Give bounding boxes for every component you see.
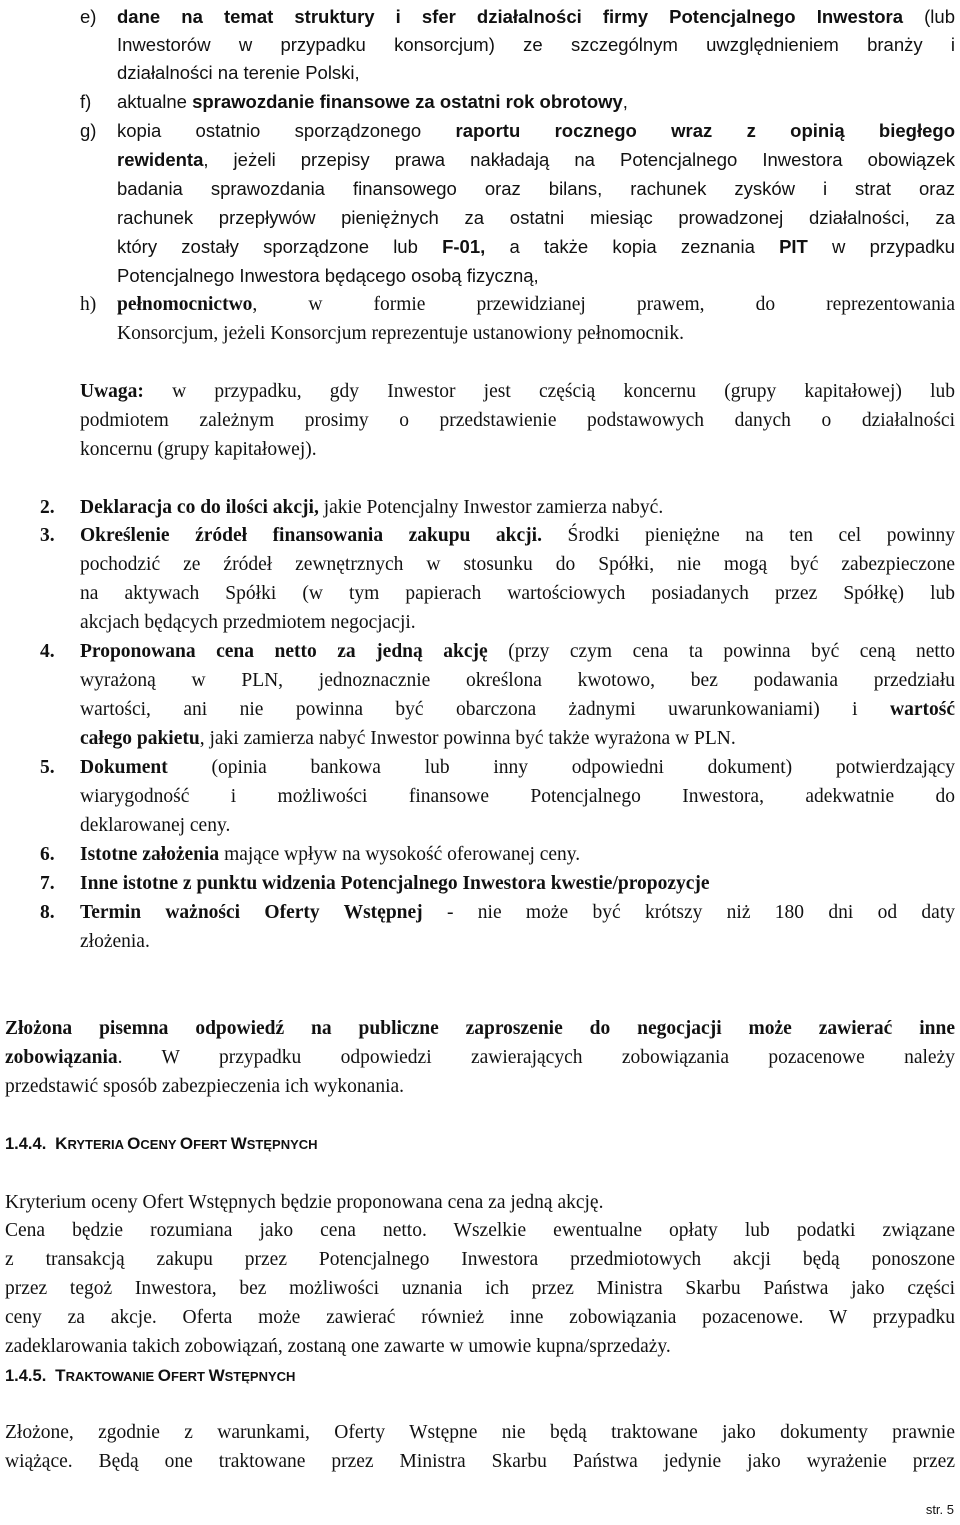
item-6-bold: Istotne założenia: [80, 844, 220, 865]
form-f01-label: F-01,: [442, 236, 486, 257]
section-heading-144: [5, 1129, 318, 1159]
list-item-g-bold: raportu rocznego wraz z opinią biegłego: [455, 120, 955, 141]
item-3-line-4: akcjach będących przedmiotem negocjacji.: [80, 612, 416, 633]
list-item-f-tail: ,: [622, 91, 628, 112]
item-7-bold: Inne istotne z punktu widzenia Potencjalnego Inwestora kwestie/propozycje: [80, 873, 710, 894]
uwaga-text: w przypadku, gdy Inwestor jest częścią koncernu (grupy kapitałowej) lub: [143, 381, 955, 402]
item-number-5: 5.: [40, 757, 55, 778]
zlozona-bold: Złożona pisemna odpowiedź na publiczne zaproszenie do negocjacji może zawierać inne: [5, 1018, 955, 1039]
list-marker-f: f): [80, 91, 92, 112]
item-4-bold-4: całego pakietu: [80, 728, 200, 749]
list-marker-h: h): [80, 294, 97, 315]
item-6: [80, 840, 580, 869]
list-item-g-line-4: rachunek przepływów pieniężnych za ostatni miesiąc prowadzonej działalności, za: [117, 207, 955, 228]
item-5-line-1: [80, 753, 955, 782]
uwaga-line-3: koncernu (grupy kapitałowej).: [80, 439, 317, 460]
section-145-para-line-2: wiążące. Będą one traktowane przez Ministra Skarbu Państwa jedynie jako wyrażenie przez: [5, 1451, 955, 1472]
item-3-line-2: pochodzić ze źródeł zewnętrznych w stosunku do Spółki, nie mogą być zabezpieczone: [80, 554, 955, 575]
list-marker-e: e): [80, 6, 97, 27]
item-number-6: 6.: [40, 844, 55, 865]
section-title-144: KRYTERIA OCENY OFERT WSTĘPNYCH: [55, 1134, 318, 1153]
pit-label: PIT: [779, 236, 808, 257]
section-title-145: TRAKTOWANIE OFERT WSTĘPNYCH: [55, 1366, 296, 1385]
item-8-line-1: [80, 898, 955, 927]
zlozona-bold-2: zobowiązania: [5, 1047, 118, 1068]
list-marker-g: g): [80, 120, 97, 141]
item-5-line-3: deklarowanej ceny.: [80, 815, 231, 836]
zlozona-text-2: . W przypadku odpowiedzi zawierających zobowiązania pozacenowe należy: [117, 1047, 955, 1068]
zlozona-line-2: [5, 1043, 955, 1072]
section-heading-145: [5, 1361, 295, 1391]
item-4-bold-3: wartość: [890, 699, 955, 720]
item-4-line-2: wyrażoną w PLN, jednoznacznie określona kwotowo, bez podawania przedziału: [80, 670, 955, 691]
list-item-g-line-1: [117, 116, 955, 145]
list-item-e-line-2: Inwestorów w przypadku konsorcjum) ze szczególnym uwzględnieniem branży i: [117, 34, 955, 55]
uwaga-line-2: podmiotem zależnym prosimy o przedstawienie podstawowych danych o działalności: [80, 410, 955, 431]
item-6-text: mające wpływ na wysokość oferowanej ceny.: [219, 844, 581, 865]
list-item-e-text: (lub: [903, 6, 955, 27]
item-2: [80, 493, 663, 522]
list-item-g-line-2: [117, 145, 955, 174]
item-8-line-2: złożenia.: [80, 931, 150, 952]
uwaga-label: Uwaga:: [80, 381, 144, 402]
item-2-bold: Deklaracja co do ilości akcji,: [80, 497, 319, 518]
section-number-144: 1.4.4.: [5, 1135, 47, 1153]
item-4-text-4: , jaki zamierza nabyć Inwestor powinna być także wyrażona w PLN.: [199, 728, 736, 749]
item-number-3: 3.: [40, 525, 55, 546]
item-4-text-3: wartości, ani nie powinna być obarczona żadnymi uwarunkowaniami) i: [80, 699, 891, 720]
item-3-text: Środki pieniężne na ten cel powinny: [541, 525, 955, 546]
list-item-f-bold: sprawozdanie finansowe za ostatni rok obrotowy: [192, 91, 623, 112]
item-4-bold: Proponowana cena netto za jedną akcję: [80, 641, 488, 662]
item-5-bold: Dokument: [80, 757, 168, 778]
item-3-line-3: na aktywach Spółki (w tym papierach wartościowych posiadanych przez Spółkę) lub: [80, 583, 955, 604]
list-item-h-text: , w formie przewidzianej prawem, do reprezentowania: [252, 294, 955, 315]
section-144-para-2-line-2: z transakcją zakupu przez Potencjalnego Inwestora przedmiotowych akcji będą ponoszone: [5, 1249, 955, 1270]
list-item-h-bold: pełnomocnictwo: [117, 294, 253, 315]
list-item-g-line-5: [117, 232, 955, 261]
section-144-para-2-line-3: przez tegoż Inwestora, bez możliwości uznania ich przez Ministra Skarbu Państwa jako części: [5, 1278, 955, 1299]
item-5-text: (opinia bankowa lub inny odpowiedni dokument) potwierdzający: [167, 757, 955, 778]
item-8-bold: Termin ważności Oferty Wstępnej: [80, 902, 423, 923]
list-item-g-text-5e: w przypadku: [807, 236, 955, 257]
section-144-para-2-line-1: Cena będzie rozumiana jako cena netto. Wszelkie ewentualne opłaty lub podatki związane: [5, 1220, 955, 1241]
list-item-f: [117, 87, 628, 116]
list-item-h-line-2: Konsorcjum, jeżeli Konsorcjum reprezentuje ustanowiony pełnomocnik.: [117, 323, 684, 344]
page-number: str. 5: [925, 1502, 954, 1517]
item-7: [80, 869, 710, 898]
list-item-e-line-3: działalności na terenie Polski,: [117, 62, 360, 83]
item-3-line-1: [80, 521, 955, 550]
zlozona-line-3: przedstawić sposób zabezpieczenia ich wykonania.: [5, 1076, 405, 1097]
list-item-g-text-5c: a także kopia zeznania: [485, 236, 780, 257]
list-item-g-text-5a: który zostały sporządzone lub: [117, 236, 443, 257]
item-number-7: 7.: [40, 873, 55, 894]
section-144-para-2-line-4: ceny za akcje. Oferta może zawierać również inne zobowiązania pozacenowe. W przypadku: [5, 1307, 955, 1328]
item-number-4: 4.: [40, 641, 55, 662]
uwaga-line-1: [80, 377, 955, 406]
item-number-2: 2.: [40, 497, 55, 518]
item-number-8: 8.: [40, 902, 55, 923]
item-8-text: - nie może być krótszy niż 180 dni od daty: [422, 902, 956, 923]
zlozona-line-1: [5, 1014, 955, 1043]
item-4-line-3: [80, 695, 955, 724]
section-144-para-2-line-5: zadeklarowania takich zobowiązań, zostaną one zawarte w umowie kupna/sprzedaży.: [5, 1336, 671, 1357]
list-item-g-text-2: , jeżeli przepisy prawa nakładają na Potencjalnego Inwestora obowiązek: [203, 149, 955, 170]
item-2-text: jakie Potencjalny Inwestor zamierza nabyć.: [318, 497, 664, 518]
list-item-g-bold-2: rewidenta: [117, 149, 204, 170]
list-item-e-bold: dane na temat struktury i sfer działalności firmy Potencjalnego Inwestora: [117, 6, 904, 27]
item-3-bold: Określenie źródeł finansowania zakupu akcji.: [80, 525, 542, 546]
item-5-line-2: wiarygodność i możliwości finansowe Potencjalnego Inwestora, adekwatnie do: [80, 786, 955, 807]
list-item-g-line-3: badania sprawozdania finansowego oraz bilans, rachunek zysków i strat oraz: [117, 178, 955, 199]
item-4-text: (przy czym cena ta powinna być ceną netto: [487, 641, 955, 662]
item-4-line-4: [80, 724, 736, 753]
section-145-para-line-1: Złożone, zgodnie z warunkami, Oferty Wstępne nie będą traktowane jako dokumenty prawnie: [5, 1422, 955, 1443]
section-number-145: 1.4.5.: [5, 1367, 47, 1385]
section-144-para-1: Kryterium oceny Ofert Wstępnych będzie proponowana cena za jedną akcję.: [5, 1192, 604, 1213]
item-4-line-1: [80, 637, 955, 666]
list-item-h-line-1: [117, 290, 955, 319]
list-item-g-line-6: Potencjalnego Inwestora będącego osobą fizyczną,: [117, 265, 539, 286]
list-item-e-line-1: [117, 2, 955, 31]
list-item-g-text: kopia ostatnio sporządzonego: [117, 120, 456, 141]
list-item-f-text: aktualne: [117, 91, 193, 112]
